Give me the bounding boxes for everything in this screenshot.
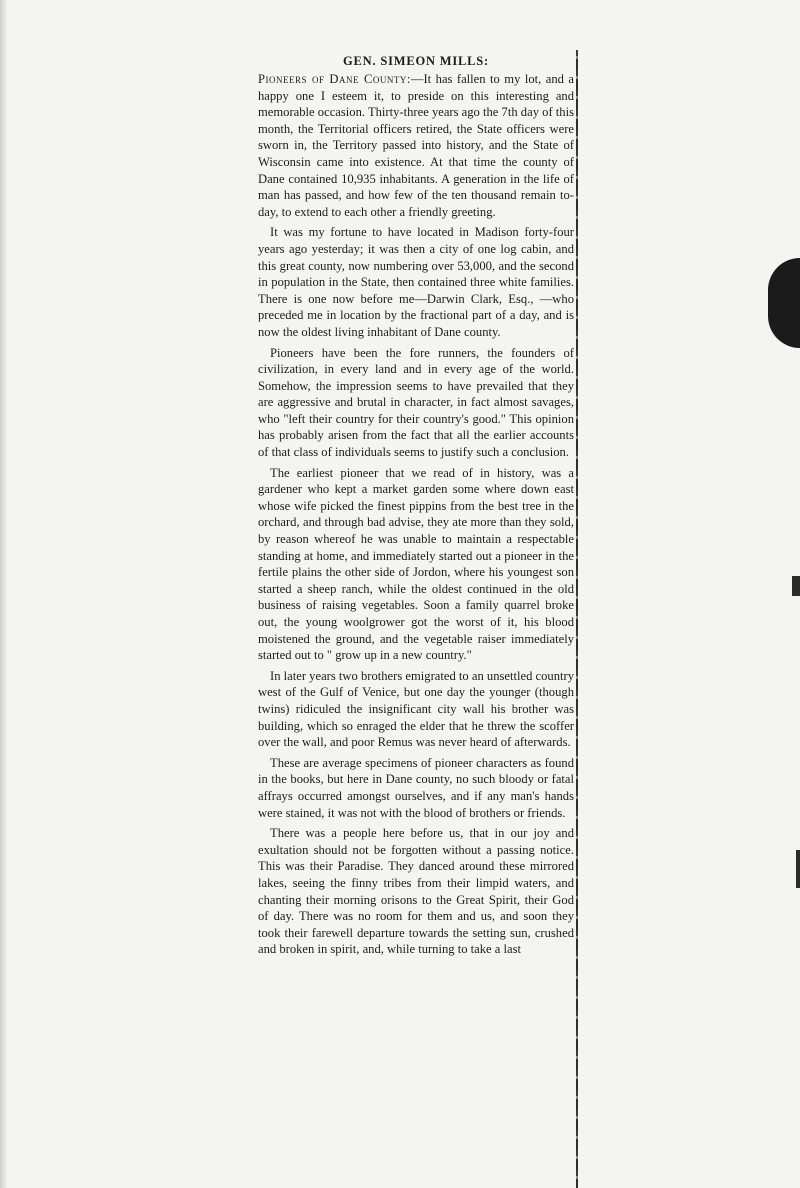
- article-paragraph-6: These are average specimens of pioneer characters as found in the books, but here in Dane county, no such bloody or fatal affrays occurred amongst ourselves, and if any man's hands were stained, it was not with the blood of brothers or friends.: [258, 755, 574, 820]
- article-paragraph-1: [258, 71, 574, 220]
- article-paragraph-2: It was my fortune to have located in Madison forty-four years ago yesterday; it was then a city of one log cabin, and this great county, now numbering over 53,000, and the second in population in the State, then contained three white families. There is one now before me—Darwin Clark, Esq., —who preceded me in location by the fractional part of a day, and is now the oldest living inhabitant of Dane county.: [258, 225, 574, 339]
- ink-blot: [768, 258, 800, 348]
- article-paragraph-4: The earliest pioneer that we read of in history, was a gardener who kept a market garden some where down east whose wife picked the finest pippins from the best tree in the orchard, and through bad advise, they ate more than they sold, by reason whereof he was unable to maintain a respectable standing at home, and immediately started out a pioneer in the fertile plains the other side of Jordon, where his youngest son started a sheep ranch, while the oldest continued in the old business of raising vegetables. Soon a family quarrel broke out, the young woolgrower got the worst of it, his blood moistened the ground, and the vegetable raiser immediately started out to " grow up in a new country.": [258, 465, 574, 663]
- column-rule: [576, 50, 578, 1188]
- ink-mark: [796, 850, 800, 888]
- article-paragraph-3: Pioneers have been the fore runners, the founders of civilization, in every land and in every age of the world. Somehow, the impression seems to have prevailed that they are aggressive and brutal in character, in fact almost savages, who "left their country for their country's good." This opinion has probably arisen from the fact that all the earlier accounts of that class of individuals seems to justify such a conclusion.: [258, 345, 574, 460]
- article-column: [258, 52, 574, 1188]
- paragraph-text: —It has fallen to my lot, and a happy one I esteem it, to preside on this interesting and memorable occasion. Thirty-three years ago the 7th day of this month, the Territorial officers retired, the State officers were sworn in, the Territory passed into history, and the State of Wisconsin came into existence. At that time the county of Dane contained 10,935 inhabitants. A generation in the life of man has passed, and how few of the ten thousand remain to-day, to extend to each other a friendly greeting.: [258, 72, 574, 219]
- article-paragraph-7: There was a people here before us, that in our joy and exultation should not be forgotten without a passing notice. This was their Paradise. They danced around these mirrored lakes, seeing the finny tribes from their limpid waters, and chanting their morning orisons to the Great Spirit, their God of day. There was no room for them and us, and soon they took their farewell departure towards the setting sun, crushed and broken in spirit, and, while turning to take a last: [258, 826, 574, 957]
- article-paragraph-5: In later years two brothers emigrated to an unsettled country west of the Gulf of Venice, but one day the younger (though twins) ridiculed the insignificant city wall his brother was building, which so enraged the elder that he threw the scoffer over the wall, and poor Remus was never heard of afterwards.: [258, 668, 574, 750]
- page-edge-shadow: [0, 0, 8, 1188]
- article-lead: Pioneers of Dane County:: [258, 72, 411, 86]
- ink-mark: [792, 576, 800, 596]
- article-headline: GEN. SIMEON MILLS:: [342, 54, 490, 68]
